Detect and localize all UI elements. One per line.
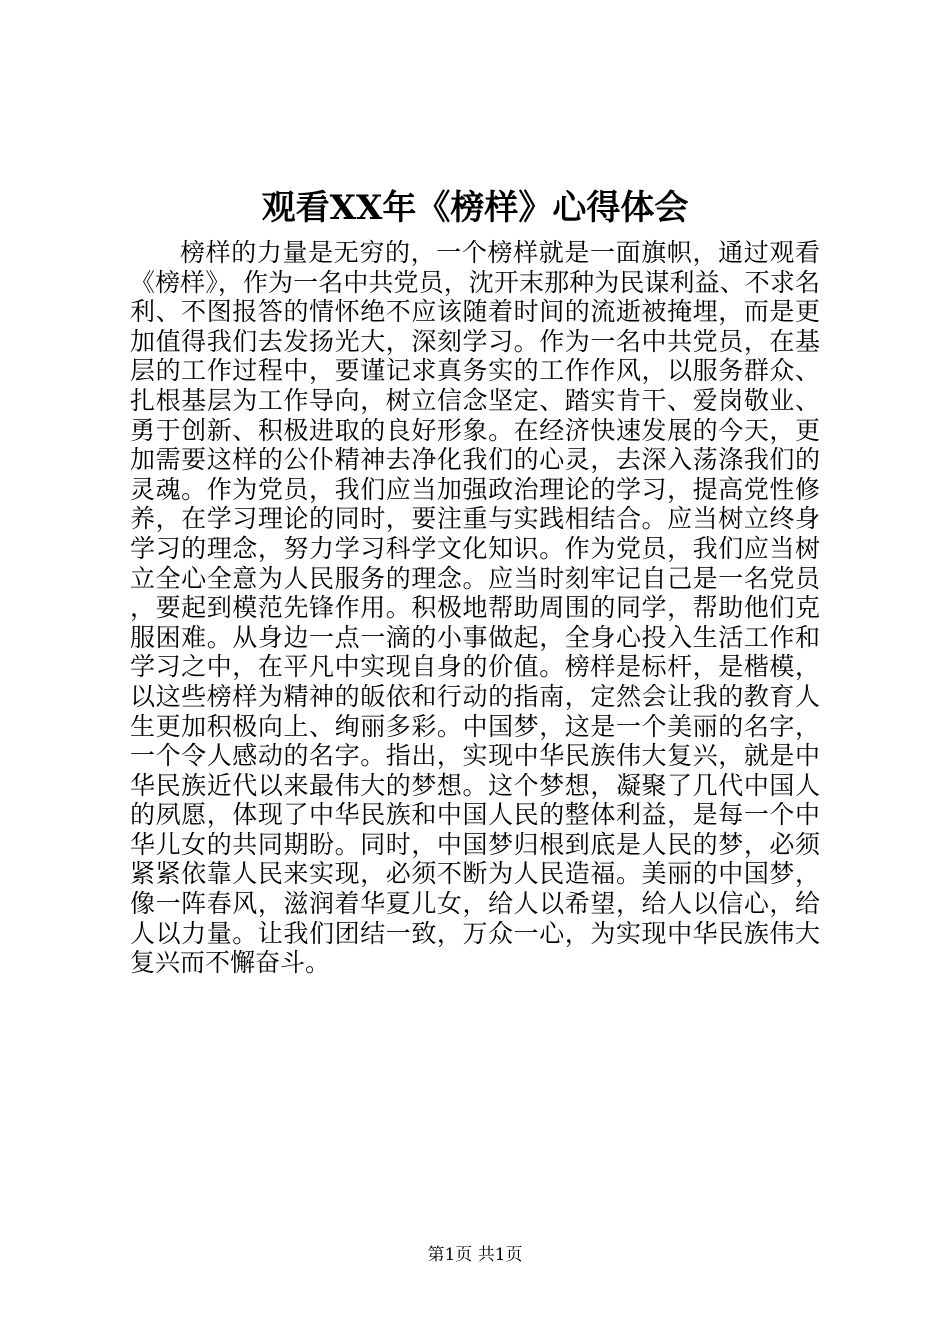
body-paragraph: 榜样的力量是无穷的，一个榜样就是一面旗帜，通过观看《榜样》，作为一名中共党员，沈开末那种为民谋利益、不求名利、不图报答的情怀绝不应该随着时间的流逝被掩埋，而是更加值得我们去发扬光大，深刻学习。作为一名中共党员，在基层的工作过程中，要谨记求真务实的工作作风，以服务群众、扎根基层为工作导向，树立信念坚定、踏实肯干、爱岗敬业、勇于创新、积极进取的良好形象。在经济快速发展的今天，更加需要这样的公仆精神去净化我们的心灵，去深入荡涤我们的灵魂。作为党员，我们应当加强政治理论的学习，提高党性修养，在学习理论的同时，要注重与实践相结合。应当树立终身学习的理念，努力学习科学文化知识。作为党员，我们应当树立全心全意为人民服务的理念。应当时刻牢记自己是一名党员，要起到模范先锋作用。积极地帮助周围的同学，帮助他们克服困难。从身边一点一滴的小事做起，全身心投入生活工作和学习之中，在平凡中实现自身的价值。榜样是标杆，是楷模，以这些榜样为精神的皈依和行动的指南，定然会让我的教育人生更加积极向上、绚丽多彩。中国梦，这是一个美丽的名字，一个令人感动的名字。指出，实现中华民族伟大复兴，就是中华民族近代以来最伟大的梦想。这个梦想，凝聚了几代中国人的夙愿，体现了中华民族和中国人民的整体利益，是每一个中华儿女的共同期盼。同时，中国梦归根到底是人民的梦，必须紧紧依靠人民来实现，必须不断为人民造福。美丽的中国梦，像一阵春风，滋润着华夏儿女，给人以希望，给人以信心，给人以力量。让我们团结一致，万众一心，为实现中华民族伟大复兴而不懈奋斗。 (130, 238, 820, 978)
page-number-footer: 第1页 共1页 (427, 1245, 523, 1265)
document-title: 观看XX年《榜样》心得体会 (261, 188, 689, 228)
